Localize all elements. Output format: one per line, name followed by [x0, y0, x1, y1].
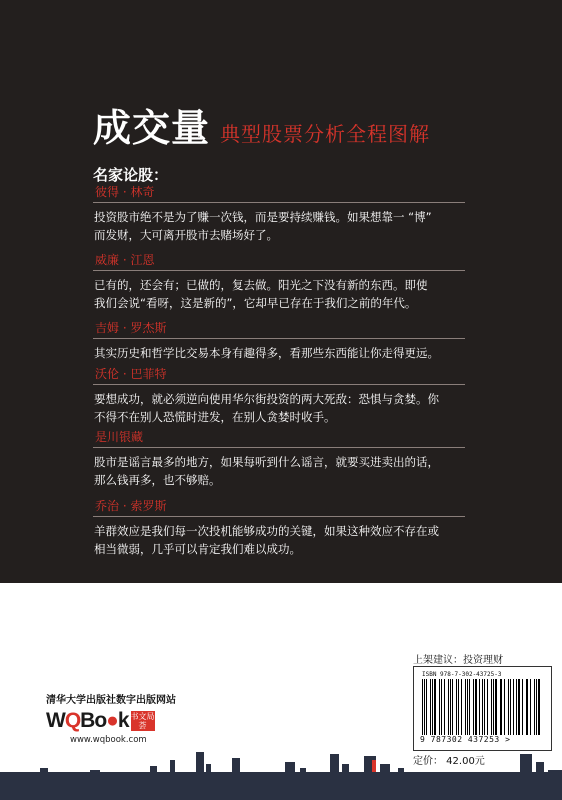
quote-line: 其实历史和哲学比交易本身有趣得多，看那些东西能让你走得更远。 — [94, 346, 439, 360]
barcode-bar — [538, 679, 540, 735]
barcode-bar — [522, 679, 523, 735]
quote-text — [93, 344, 465, 362]
barcode-bar — [450, 679, 451, 735]
quote-text — [93, 208, 465, 244]
book-title: 成交量 — [93, 105, 211, 150]
quote-rogers — [93, 320, 465, 362]
quote-text — [93, 276, 465, 312]
logo-k: k — [117, 709, 129, 732]
quote-line: 要想成功，就必须逆向使用华尔街投资的两大死敌：恐惧与贪婪。你 — [94, 392, 439, 406]
barcode-bar — [473, 679, 474, 735]
barcode-bar — [482, 679, 483, 735]
quote-gann — [93, 252, 465, 312]
logo-w: W — [46, 709, 65, 732]
barcode-bar — [530, 679, 531, 735]
quote-line: 我们会说“看呀，这是新的”，它却早已存在于我们之前的年代。 — [94, 296, 417, 310]
quote-author: 乔治 · 索罗斯 — [93, 498, 465, 517]
quote-text — [93, 453, 465, 489]
barcode-bar — [484, 679, 485, 735]
barcode-bar — [465, 679, 466, 735]
quote-text — [93, 522, 465, 558]
quote-line: 那么钱再多，也不够赔。 — [94, 473, 221, 487]
barcode-bars — [422, 679, 543, 735]
barcode-bar — [424, 679, 425, 735]
isbn-barcode — [413, 666, 552, 751]
barcode-bar — [441, 679, 442, 735]
barcode-bar — [430, 679, 431, 735]
quote-line: 而发财，大可离开股市去赌场好了。 — [94, 228, 278, 242]
section-heading: 名家论股： — [93, 166, 169, 184]
price-label: 定价： 42.00元 — [413, 756, 485, 767]
quote-text — [93, 390, 465, 426]
logo-circle-icon: ● — [106, 709, 118, 732]
isbn-digits: 9 787302 437253 > — [420, 735, 511, 744]
logo-book: Bo — [80, 709, 107, 732]
barcode-bar — [475, 679, 477, 735]
quote-author: 彼得 · 林奇 — [93, 184, 465, 203]
barcode-bar — [444, 679, 445, 735]
barcode-bar — [452, 679, 453, 735]
barcode-bar — [527, 679, 528, 735]
barcode-bar — [461, 679, 462, 735]
barcode-bar — [422, 679, 423, 735]
quote-author: 沃伦 · 巴菲特 — [93, 366, 465, 385]
barcode-bar — [448, 679, 449, 735]
barcode-bar — [491, 679, 492, 735]
title-block — [93, 106, 430, 150]
barcode-bar — [458, 679, 459, 735]
barcode-bar — [534, 679, 535, 735]
barcode-bar — [501, 679, 502, 735]
barcode-bar — [513, 679, 514, 735]
barcode-bar — [487, 679, 488, 735]
barcode-bar — [426, 679, 427, 735]
isbn-text: ISBN 978-7-302-43725-3 — [422, 671, 502, 678]
quote-buffett — [93, 366, 465, 426]
book-subtitle: 典型股票分析全程图解 — [220, 122, 431, 146]
barcode-bar — [493, 679, 494, 735]
barcode-bar — [504, 679, 505, 735]
quote-line: 股市是谣言最多的地方，如果每听到什么谣言，就要买进卖出的话， — [94, 455, 439, 469]
barcode-bar — [500, 679, 501, 735]
barcode-bar — [526, 679, 527, 735]
logo-q: Q — [64, 709, 81, 732]
barcode-bar — [518, 679, 520, 735]
quote-line: 已有的，还会有；已做的，复去做。阳光之下没有新的东西。即使 — [94, 278, 428, 292]
barcode-bar — [467, 679, 468, 735]
barcode-bar — [536, 679, 537, 735]
ground-band — [0, 772, 562, 800]
barcode-bar — [479, 679, 480, 735]
barcode-bar — [434, 679, 436, 735]
publisher-logo — [46, 709, 155, 733]
shelf-suggestion: 上架建议：投资理财 — [413, 655, 503, 666]
quote-korekawa — [93, 429, 465, 489]
quote-line: 不得不在别人恐慌时进发，在别人贪婪时收手。 — [94, 410, 336, 424]
quote-author: 是川银藏 — [93, 429, 465, 448]
publisher-name: 清华大学出版社数字出版网站 — [46, 695, 176, 706]
logo-stamp: 书文局荟 — [130, 712, 155, 730]
quote-peter-lynch — [93, 184, 465, 244]
barcode-bar — [516, 679, 517, 735]
barcode-bar — [432, 679, 433, 735]
barcode-bar — [469, 679, 470, 735]
quote-line: 投资股市绝不是为了赚一次钱，而是要持续赚钱。如果想靠一 “博” — [94, 210, 432, 224]
barcode-bar — [456, 679, 458, 735]
quote-author: 吉姆 · 罗杰斯 — [93, 320, 465, 339]
quote-line: 羊群效应是我们每一次投机能够成功的关键，如果这种效应不存在或 — [94, 524, 439, 538]
quote-author: 威廉 · 江恩 — [93, 252, 465, 271]
barcode-bar — [439, 679, 440, 735]
quote-soros — [93, 498, 465, 558]
publisher-url[interactable]: www.wqbook.com — [70, 735, 147, 745]
barcode-bar — [510, 679, 511, 735]
quote-line: 相当微弱，几乎可以肯定我们难以成功。 — [94, 542, 301, 556]
barcode-bar — [495, 679, 497, 735]
barcode-bar — [508, 679, 509, 735]
